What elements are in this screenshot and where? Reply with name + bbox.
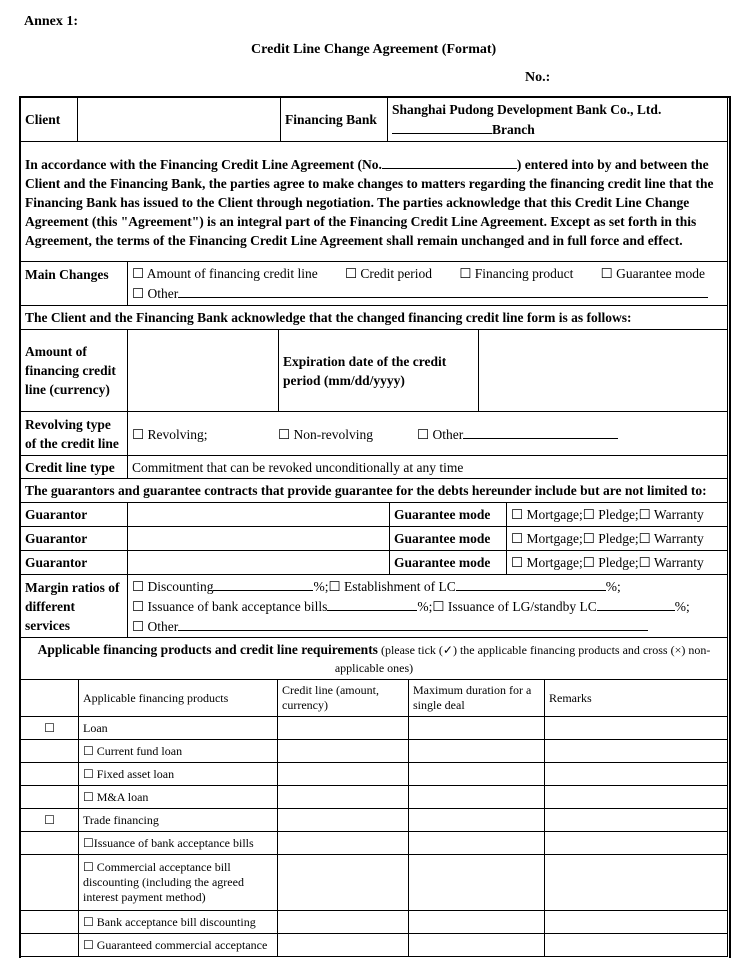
product-name: ☐ Fixed asset loan [79, 763, 278, 786]
product-name: ☐ Guaranteed commercial acceptance [79, 934, 278, 957]
guarantor-field[interactable] [128, 527, 390, 551]
remarks-field[interactable] [545, 786, 728, 809]
credit-line-field[interactable] [278, 934, 409, 957]
expiration-label: Expiration date of the credit period (mm/dd/yyyy) [279, 330, 479, 412]
guarantee-mode-label: Guarantee mode [390, 503, 507, 527]
products-header: Applicable financing products and credit line requirements (please tick (✓) the applicable financing products and cross (×) non-applicable ones) [21, 638, 728, 680]
revolving-other-blank[interactable] [463, 424, 618, 439]
agreement-no-blank[interactable] [382, 154, 517, 169]
client-field[interactable] [78, 98, 281, 142]
credit-line-field[interactable] [278, 786, 409, 809]
option-discounting[interactable]: ☐ Discounting [132, 579, 214, 594]
margin-table [20, 574, 728, 680]
product-checkbox[interactable] [21, 911, 79, 934]
product-name: Loan [79, 717, 278, 740]
product-name: Trade financing [79, 809, 278, 832]
col-header-credit-line: Credit line (amount, currency) [278, 680, 409, 717]
document-title: Credit Line Change Agreement (Format) [251, 42, 497, 57]
product-row [21, 740, 728, 763]
bills-blank[interactable] [327, 596, 417, 611]
product-row [21, 763, 728, 786]
guarantor-row [21, 503, 728, 527]
remarks-field[interactable] [545, 740, 728, 763]
guarantee-mode-options[interactable]: ☐ Mortgage;☐ Pledge;☐ Warranty [507, 527, 728, 551]
other-blank[interactable] [178, 283, 708, 298]
product-row [21, 786, 728, 809]
guarantor-label: Guarantor [21, 503, 128, 527]
product-checkbox[interactable] [21, 855, 79, 911]
remarks-field[interactable] [545, 809, 728, 832]
amount-table [20, 329, 728, 412]
product-checkbox[interactable] [21, 832, 79, 855]
remarks-field[interactable] [545, 855, 728, 911]
duration-field[interactable] [409, 740, 545, 763]
guarantee-mode-label: Guarantee mode [390, 551, 507, 575]
branch-blank[interactable] [392, 119, 492, 134]
product-name: ☐ Bank acceptance bill discounting [79, 911, 278, 934]
guarantee-mode-options[interactable]: ☐ Mortgage;☐ Pledge;☐ Warranty [507, 551, 728, 575]
remarks-field[interactable] [545, 717, 728, 740]
product-row [21, 832, 728, 855]
product-checkbox[interactable]: ☐ [21, 717, 79, 740]
duration-field[interactable] [409, 911, 545, 934]
guarantors-header: The guarantors and guarantee contracts that provide guarantee for the debts hereunder include but are not limited to: [21, 479, 728, 503]
main-changes-label: Main Changes [21, 262, 128, 306]
option-credit-period[interactable]: ☐ Credit period [344, 266, 433, 281]
option-lc[interactable]: ☐ Establishment of LC [328, 579, 456, 594]
product-checkbox[interactable] [21, 786, 79, 809]
credit-line-field[interactable] [278, 763, 409, 786]
product-row [21, 809, 728, 832]
percent: %; [417, 599, 433, 614]
percent: %; [605, 579, 621, 594]
option-margin-other[interactable]: ☐ Other [132, 619, 179, 634]
number-label: No.: [525, 70, 551, 85]
lg-blank[interactable] [597, 596, 675, 611]
col-header-remarks: Remarks [545, 680, 728, 717]
option-non-revolving[interactable]: ☐ Non-revolving [278, 426, 373, 442]
expiration-field[interactable] [479, 330, 728, 412]
guarantor-table [20, 502, 728, 575]
option-revolving[interactable]: ☐ Revolving; [132, 426, 208, 442]
product-name: ☐Issuance of bank acceptance bills [79, 832, 278, 855]
revolving-label: Revolving type of the credit line [21, 412, 128, 456]
guarantee-mode-options[interactable]: ☐ Mortgage;☐ Pledge;☐ Warranty [507, 503, 728, 527]
annex-label: Annex 1: [24, 14, 79, 29]
duration-field[interactable] [409, 717, 545, 740]
guarantor-field[interactable] [128, 551, 390, 575]
remarks-field[interactable] [545, 911, 728, 934]
credit-line-field[interactable] [278, 809, 409, 832]
percent: %; [313, 579, 329, 594]
amount-label: Amount of financing credit line (currency) [21, 330, 128, 412]
option-revolving-other[interactable]: ☐ Other [417, 426, 464, 442]
main-changes-table [20, 261, 728, 330]
option-other[interactable]: ☐ Other [132, 286, 179, 301]
duration-field[interactable] [409, 786, 545, 809]
product-checkbox[interactable] [21, 740, 79, 763]
credit-line-field[interactable] [278, 911, 409, 934]
revolving-table [20, 411, 728, 503]
credit-line-type-value: Commitment that can be revoked unconditionally at any time [128, 456, 728, 479]
product-row [21, 911, 728, 934]
product-row [21, 855, 728, 911]
credit-line-field[interactable] [278, 855, 409, 911]
guarantor-row [21, 527, 728, 551]
product-checkbox[interactable] [21, 934, 79, 957]
guarantor-label: Guarantor [21, 551, 128, 575]
remarks-field[interactable] [545, 934, 728, 957]
amount-field[interactable] [128, 330, 279, 412]
product-row [21, 934, 728, 957]
duration-field[interactable] [409, 832, 545, 855]
product-name: ☐ Commercial acceptance bill discounting (including the agreed interest payment method) [79, 855, 278, 911]
margin-label: Margin ratios of different services [21, 575, 128, 638]
product-name: ☐ M&A loan [79, 786, 278, 809]
product-checkbox[interactable] [21, 763, 79, 786]
guarantor-row [21, 551, 728, 575]
percent: %; [674, 599, 690, 614]
discounting-blank[interactable] [213, 576, 313, 591]
option-guarantee-mode[interactable]: ☐ Guarantee mode [600, 266, 705, 281]
remarks-field[interactable] [545, 832, 728, 855]
product-name: ☐ Current fund loan [79, 740, 278, 763]
option-lg[interactable]: ☐ Issuance of LG/standby LC [432, 599, 597, 614]
col-header-duration: Maximum duration for a single deal [409, 680, 545, 717]
header-table [20, 97, 728, 262]
option-financing-product[interactable]: ☐ Financing product [459, 266, 574, 281]
lc-blank[interactable] [456, 576, 606, 591]
guarantor-label: Guarantor [21, 527, 128, 551]
credit-line-field[interactable] [278, 717, 409, 740]
client-label: Client [21, 98, 78, 142]
product-checkbox[interactable]: ☐ [21, 809, 79, 832]
duration-field[interactable] [409, 934, 545, 957]
ack-text: The Client and the Financing Bank acknowledge that the changed financing credit line form is as follows: [21, 306, 728, 330]
duration-field[interactable] [409, 855, 545, 911]
product-row [21, 717, 728, 740]
margin-other-blank[interactable] [178, 616, 648, 631]
credit-line-field[interactable] [278, 740, 409, 763]
financing-bank-label: Financing Bank [281, 98, 388, 142]
intro-paragraph: In accordance with the Financing Credit Line Agreement (No. ) entered into by and between the Client and the Financing Bank, the parties agree to make changes to matters regarding the financing credit line that the Financing Bank has issued to the Client through negotiation. The parties acknowledge that this Credit Line Change Agreement (this "Agreement") is an integral part of the Financing Credit Line Agreement. Except as set forth in this Agreement, the terms of the Financing Credit Line Agreement shall remain unchanged and in full force and effect. [21, 142, 728, 262]
guarantor-field[interactable] [128, 503, 390, 527]
duration-field[interactable] [409, 763, 545, 786]
credit-line-type-label: Credit line type [21, 456, 128, 479]
col-header-products: Applicable financing products [79, 680, 278, 717]
option-bills[interactable]: ☐ Issuance of bank acceptance bills [132, 599, 328, 614]
credit-line-field[interactable] [278, 832, 409, 855]
option-amount[interactable]: ☐ Amount of financing credit line [132, 266, 318, 281]
duration-field[interactable] [409, 809, 545, 832]
products-table [20, 679, 728, 957]
remarks-field[interactable] [545, 763, 728, 786]
guarantee-mode-label: Guarantee mode [390, 527, 507, 551]
bank-name: Shanghai Pudong Development Bank Co., Ltd. Branch [388, 98, 728, 142]
